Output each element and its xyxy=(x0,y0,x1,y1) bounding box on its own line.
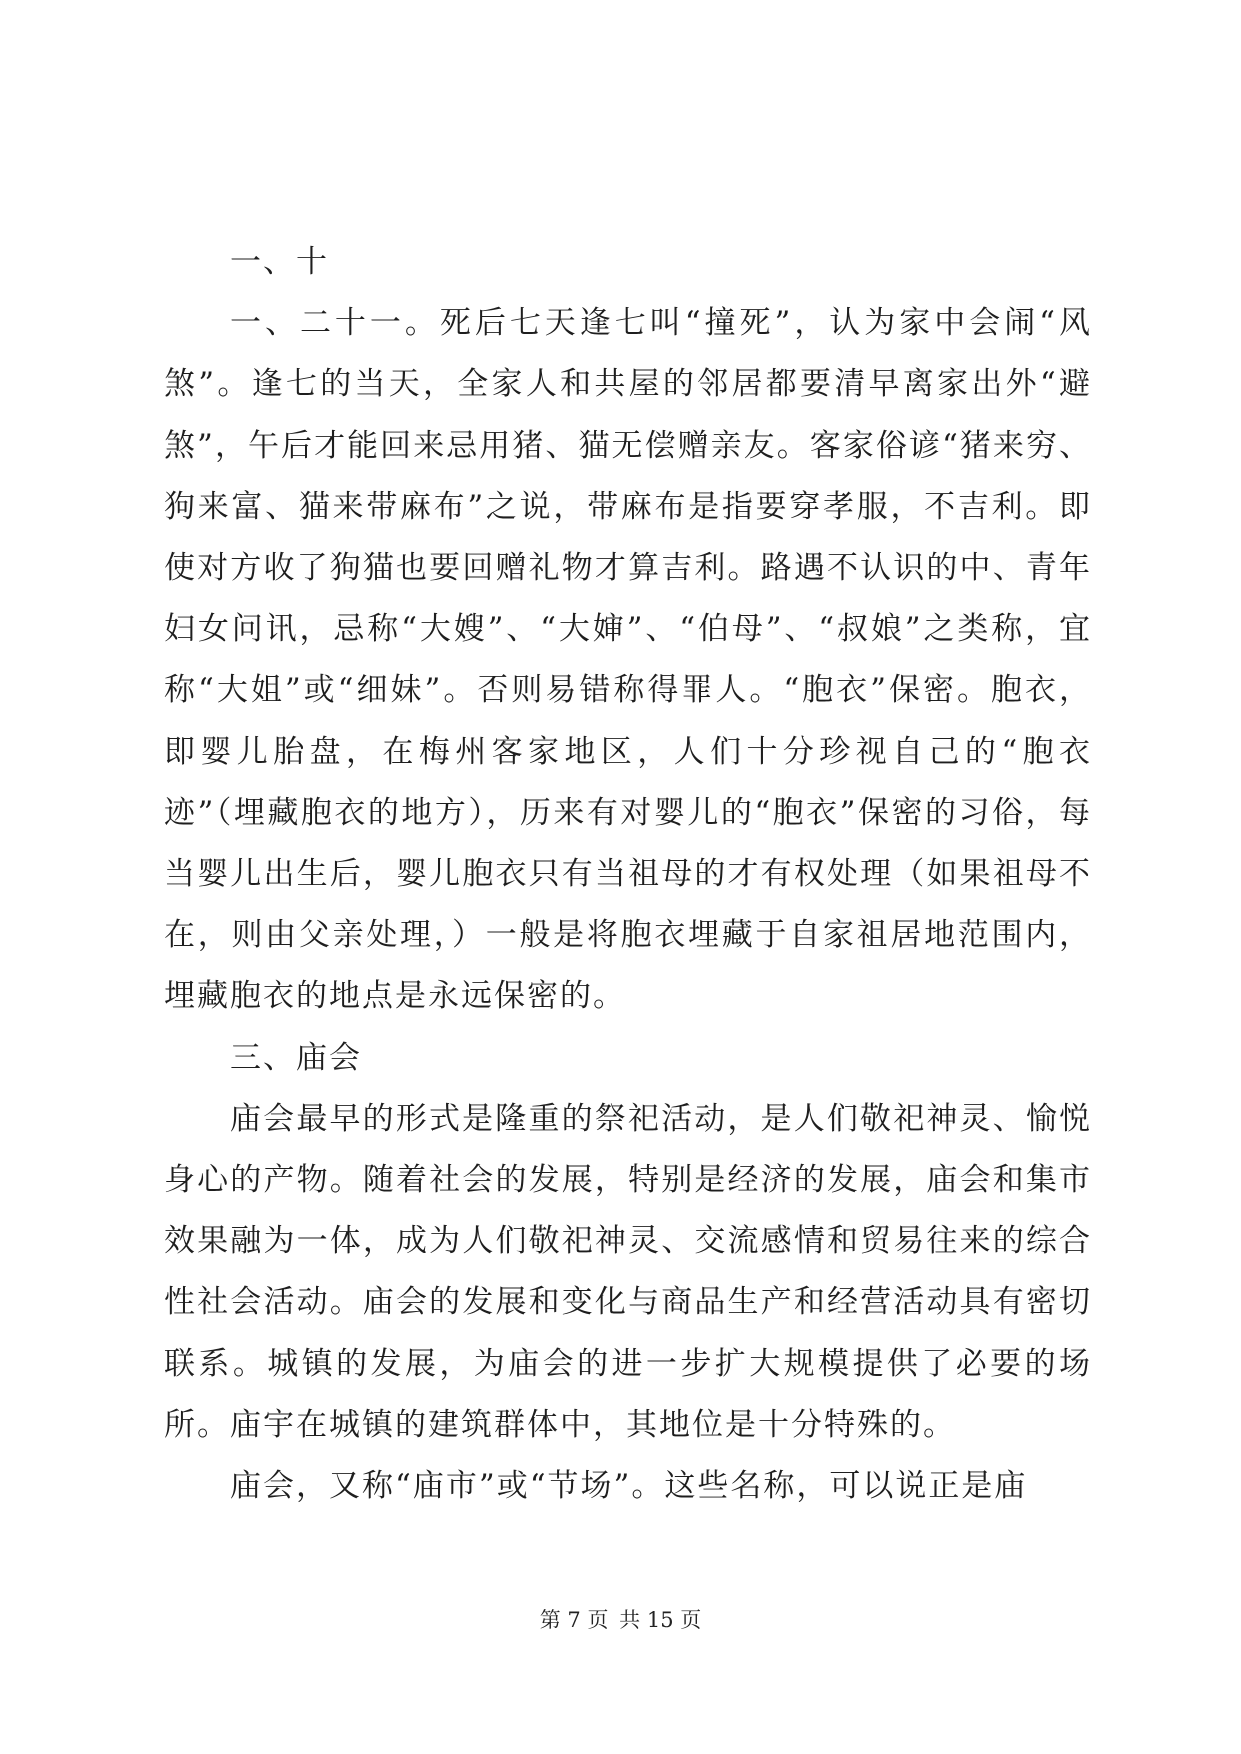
page-number: 第 7 页 xyxy=(539,1608,609,1632)
total-pages: 共 15 页 xyxy=(619,1608,702,1632)
paragraph-temple-fair-origin: 庙会最早的形式是隆重的祭祀活动，是人们敬祀神灵、愉悦身心的产物。随着社会的发展，特别是经济的发展，庙会和集市效果融为一体，成为人们敬祀神灵、交流感情和贸易往来的综合性社会活动。庙会的发展和变化与商品生产和经营活动具有密切联系。城镇的发展，为庙会的进一步扩大规模提供了必要的场所。庙宇在城镇的建筑群体中，其地位是十分特殊的。 xyxy=(164,1100,1092,1443)
paragraph-temple-fair-names: 庙会，又称“庙市”或“节场”。这些名称，可以说正是庙 xyxy=(230,1468,1028,1505)
section-heading-temple-fair: 三、庙会 xyxy=(230,1039,362,1076)
page-footer xyxy=(0,1604,1241,1634)
section-number: 一、十 xyxy=(230,244,329,280)
document-body xyxy=(164,232,1092,1517)
paragraph-customs: 一、二十一。死后七天逢七叫“撞死”，认为家中会闹“风煞”。逢七的当天，全家人和共屋的邻居都要清早离家出外“避煞”，午后才能回来忌用猪、猫无偿赠亲友。客家俗谚“猪来穷、狗来富、猫来带麻布”之说，带麻布是指要穿孝服，不吉利。即使对方收了狗猫也要回赠礼物才算吉利。路遇不认识的中、青年妇女问讯，忌称“大嫂”、“大婶”、“伯母”、“叔娘”之类称，宜称“大姐”或“细妹”。否则易错称得罪人。“胞衣”保密。胞衣，即婴儿胎盘，在梅州客家地区，人们十分珍视自己的“胞衣迹”（埋藏胞衣的地方），历来有对婴儿的“胞衣”保密的习俗，每当婴儿出生后，婴儿胞衣只有当祖母的才有权处理（如果祖母不在，则由父亲处理，）一般是将胞衣埋藏于自家祖居地范围内，埋藏胞衣的地点是永远保密的。 xyxy=(164,305,1092,1015)
